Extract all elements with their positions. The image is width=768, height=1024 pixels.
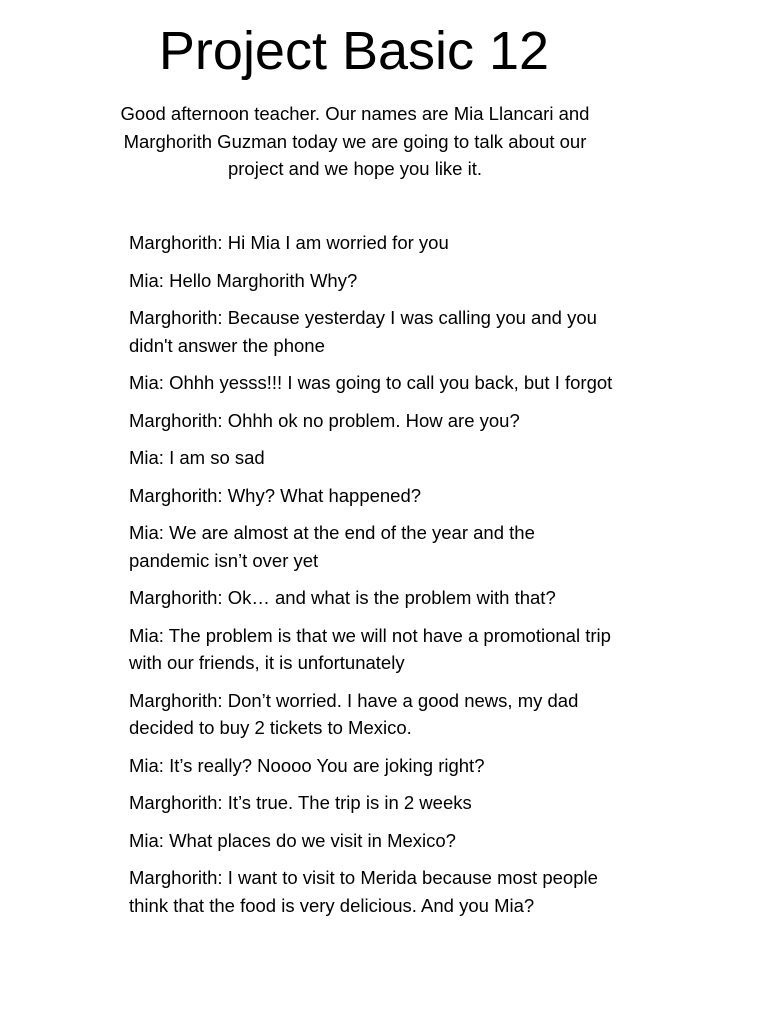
dialogue-line: Marghorith: Hi Mia I am worried for you xyxy=(129,232,449,253)
dialogue-line: Mia: It’s really? Noooo You are joking right? xyxy=(129,754,485,776)
dialogue-line: Marghorith: Because yesterday I was calling you and you didn't answer the phone xyxy=(129,307,597,356)
dialogue-line: Mia: Ohhh yesss!!! I was going to call you back, but I forgot xyxy=(129,372,613,393)
dialogue-list xyxy=(129,229,614,929)
dialogue-line: Marghorith: Ok… and what is the problem with that? xyxy=(129,587,556,608)
dialogue-line: Mia: What places do we visit in Mexico? xyxy=(129,829,456,851)
dialogue-line: Marghorith: Ohhh ok no problem. How are you? xyxy=(129,409,520,431)
intro-paragraph: Good afternoon teacher. Our names are Mia Llancari and Marghorith Guzman today we are going to talk about our project and we hope you like it. xyxy=(120,103,590,179)
dialogue-line: Mia: I am so sad xyxy=(129,447,265,468)
dialogue-line: Mia: Hello Marghorith Why? xyxy=(129,269,358,291)
dialogue-line: Marghorith: I want to visit to Merida because most people think that the food is very delicious. And you Mia? xyxy=(129,867,598,916)
dialogue-line: Marghorith: Why? What happened? xyxy=(129,484,422,506)
dialogue-line: Mia: We are almost at the end of the year and the pandemic isn’t over yet xyxy=(129,522,535,571)
dialogue-line: Marghorith: Don’t worried. I have a good news, my dad decided to buy 2 tickets to Mexico. xyxy=(129,689,579,738)
dialogue-line: Marghorith: It’s true. The trip is in 2 weeks xyxy=(129,792,472,813)
document-title: Project Basic 12 xyxy=(158,21,550,81)
dialogue-line: Mia: The problem is that we will not have a promotional trip with our friends, it is unfortunately xyxy=(129,624,611,673)
